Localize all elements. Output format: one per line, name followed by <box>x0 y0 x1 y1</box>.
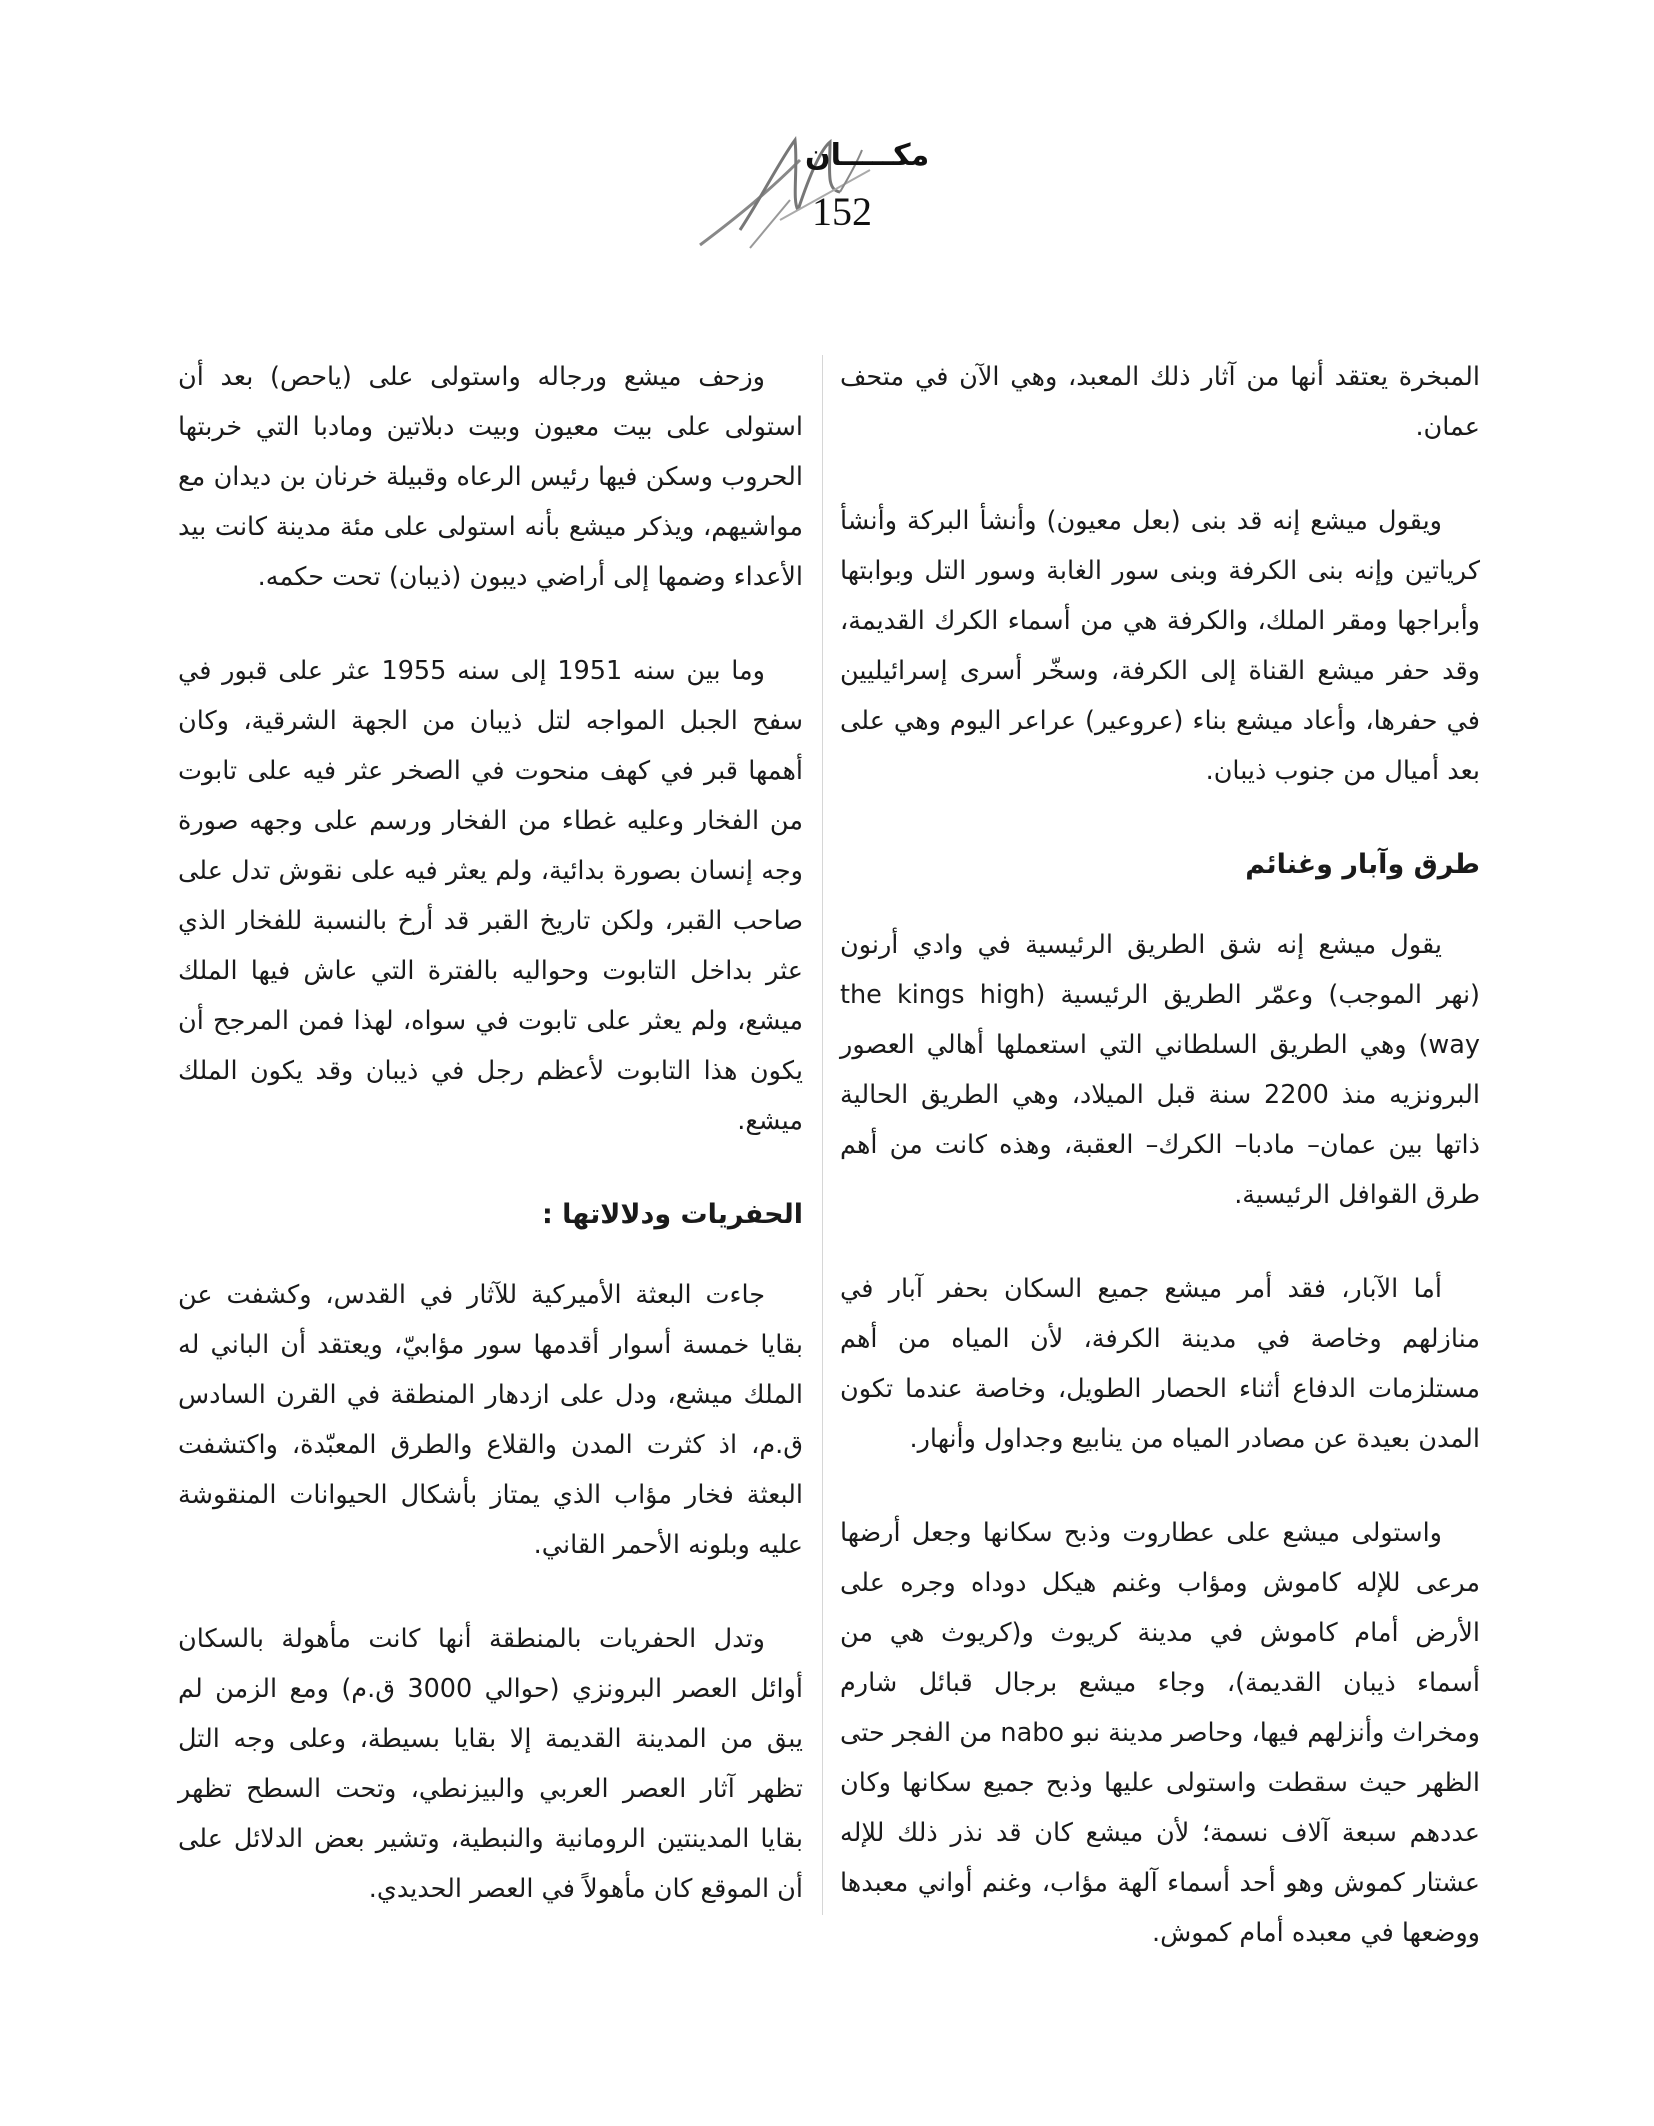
paragraph: المبخرة يعتقد أنها من آثار ذلك المعبد، وهي الآن في متحف عمان. <box>840 362 1480 442</box>
paragraph: واستولى ميشع على عطاروت وذبح سكانها وجعل أرضها مرعى للإله كاموش ومؤاب وغنم هيكل دوداه وجره على الأرض أمام كاموش في مدينة كريوث و(كريوث هي من أسماء ذيبان القديمة)، وجاء ميشع برجال قبائل شارم ومخراث وأنزلهم فيها، وحاصر مدينة نبو nabo من الفجر حتى الظهر حيث سقطت واستولى عليها وذبح جميع سكانها وكان عددهم سبعة آلاف نسمة؛ لأن ميشع كان قد نذر ذلك للإله عشتار كموش وهو أحد أسماء آلهة مؤاب، وغنم أواني معبدها ووضعها في معبده أمام كموش. <box>840 1518 1480 1948</box>
right-column <box>840 352 1480 2002</box>
paragraph: أما الآبار، فقد أمر ميشع جميع السكان بحفر آبار في منازلهم وخاصة في مدينة الكرفة، لأن المياه من أهم مستلزمات الدفاع أثناء الحصار الطويل، وخاصة عندما تكون المدن بعيدة عن مصادر المياه من ينابيع وجداول وأنهار. <box>840 1274 1480 1454</box>
column-divider <box>822 355 823 1915</box>
page-number: 152 <box>812 189 872 234</box>
section-heading: الحفريات ودلالاتها : <box>541 1199 803 1230</box>
paragraph: ويقول ميشع إنه قد بنى (بعل معيون) وأنشأ البركة وأنشأ كرياتين وإنه بنى الكرفة وبنى سور الغابة وسور التل وبوابتها وأبراجها ومقر الملك، والكرفة هي من أسماء الكرك القديمة، وقد حفر ميشع القناة إلى الكرفة، وسخّر أسرى إسرائيليين في حفرها، وأعاد ميشع بناء (عروعير) عراعر اليوم وهي على بعد أميال من جنوب ذيبان. <box>840 506 1480 786</box>
left-column <box>178 352 803 1958</box>
magazine-name: مكـــــان <box>805 138 930 173</box>
paragraph: جاءت البعثة الأميركية للآثار في القدس، وكشفت عن بقايا خمسة أسوار أقدمها سور مؤابيّ، ويعتقد أن الباني له الملك ميشع، ودل على ازدهار المنطقة في القرن السادس ق.م، اذ كثرت المدن والقلاع والطرق المعبّدة، واكتشفت البعثة فخار مؤاب الذي يمتاز بأشكال الحيوانات المنقوشة عليه وبلونه الأحمر القاني. <box>178 1280 803 1560</box>
page-header <box>600 120 1020 250</box>
section-heading: طرق وآبار وغنائم <box>1245 849 1480 880</box>
paragraph: وتدل الحفريات بالمنطقة أنها كانت مأهولة بالسكان أوائل العصر البرونزي (حوالي 3000 ق.م) ومع الزمن لم يبق من المدينة القديمة إلا بقايا بسيطة، وعلى وجه التل تظهر آثار العصر العربي والبيزنطي، وتحت السطح تظهر بقايا المدينتين الرومانية والنبطية، وتشير بعض الدلائل على أن الموقع كان مأهولاً في العصر الحديدي. <box>178 1624 803 1904</box>
paragraph: وما بين سنه 1951 إلى سنه 1955 عثر على قبور في سفح الجبل المواجه لتل ذيبان من الجهة الشرقية، وكان أهمها قبر في كهف منحوت في الصخر عثر فيه على تابوت من الفخار وعليه غطاء من الفخار ورسم على وجهه صورة وجه إنسان بصورة بدائية، ولم يعثر فيه على نقوش تدل على صاحب القبر، ولكن تاريخ القبر قد أرخ بالنسبة للفخار الذي عثر بداخل التابوت وحواليه بالفترة التي عاش فيها الملك ميشع، ولم يعثر على تابوت في سواه، لهذا فمن المرجح أن يكون هذا التابوت لأعظم رجل في ذيبان وقد يكون الملك ميشع. <box>178 656 803 1136</box>
paragraph: وزحف ميشع ورجاله واستولى على (ياحص) بعد أن استولى على بيت معيون وبيت دبلاتين ومادبا التي خربتها الحروب وسكن فيها رئيس الرعاه وقبيلة خرنان بن ديدان مع مواشيهم، ويذكر ميشع بأنه استولى على مئة مدينة كانت بيد الأعداء وضمها إلى أراضي ديبون (ذيبان) تحت حكمه. <box>178 362 803 592</box>
paragraph: يقول ميشع إنه شق الطريق الرئيسية في وادي أرنون (نهر الموجب) وعمّر الطريق الرئيسية (the kings high way) وهي الطريق السلطاني التي استعملها أهالي العصور البرونزيه منذ 2200 سنة قبل الميلاد، وهي الطريق الحالية ذاتها بين عمان– مادبا– الكرك– العقبة، وهذه كانت من أهم طرق القوافل الرئيسية. <box>840 930 1481 1210</box>
